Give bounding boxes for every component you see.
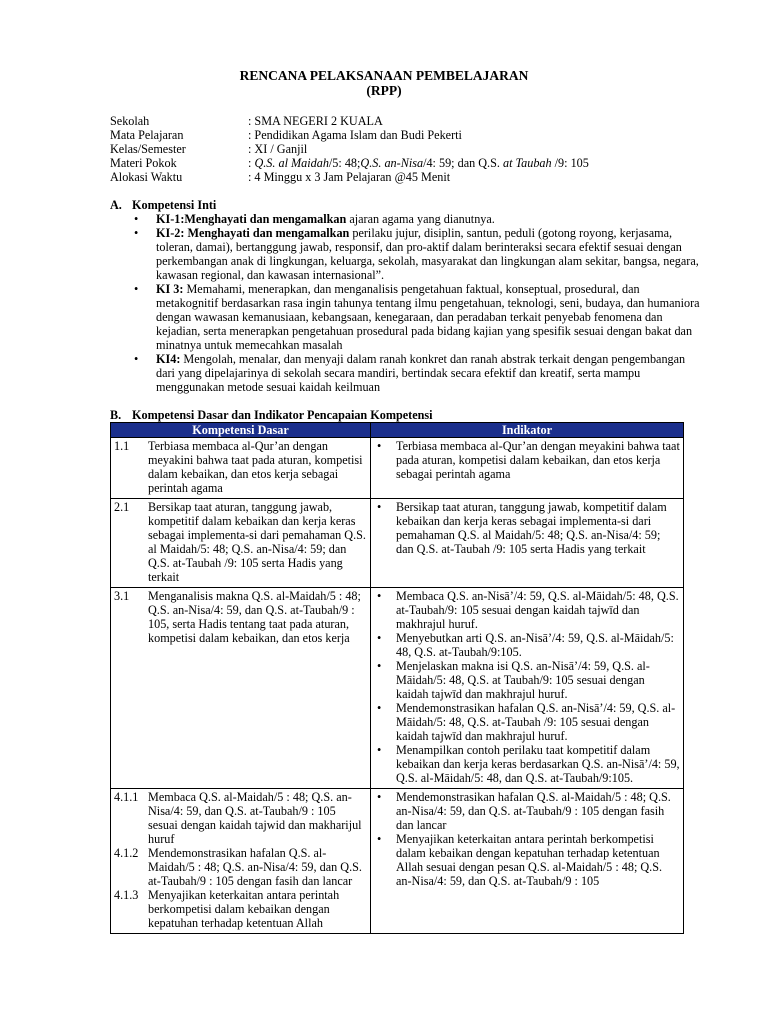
indikator-list bbox=[374, 589, 680, 785]
ki-text: Mengolah, menalar, dan menyaji dalam ranah konkret dan ranah abstrak terkait dengan pengembangan dari yang dipelajarinya di sekolah secara mandiri, bertindak secara efektif dan kreatif, serta mampu menggunakan metode sesuai kaidah keilmuan bbox=[156, 352, 686, 394]
materi-surah-nisa: Q.S. an-Nisa bbox=[360, 156, 424, 170]
bullet-icon: • bbox=[377, 659, 382, 673]
ki-label: KI4: bbox=[156, 352, 181, 366]
kd-number: 1.1 bbox=[114, 439, 130, 453]
kd-text: Terbiasa membaca al-Qur’an dengan meyakini bahwa taat pada aturan, kompetisi dalam kebaikan, dan etos kerja sebagai perintah agama bbox=[148, 439, 363, 495]
indikator-text: Mendemonstrasikan hafalan Q.S. an-Nisā’/4: 59, Q.S. al-Māidah/5: 48, Q.S. at-Taubah /9: 105 sesuai dengan kaidah tajwīd dan makhrajul huruf. bbox=[396, 701, 676, 743]
kd-text: Mendemonstrasikan hafalan Q.S. al-Maidah/5 : 48; Q.S. an-Nisa/4: 59, dan Q.S. at-Taubah/9 : 105 dengan fasih dan lancar bbox=[148, 846, 362, 888]
materi-ayat-nisa: /4: 59; dan Q.S. bbox=[423, 156, 503, 170]
indikator-list bbox=[374, 439, 680, 481]
bullet-icon: • bbox=[377, 500, 382, 514]
ki-text: perilaku jujur, disiplin, santun, peduli (gotong royong, kerjasama, toleran, damai), bertanggung jawab, responsif, dan pro-aktif dalam berinteraksi secara efektif sesuai dengan perkembangan anak di lingkungan, keluarga, sekolah, masyarakat dan lingkungan alam sekitar, bangsa, negara, kawasan regional, dan kawasan internasional”. bbox=[156, 226, 699, 282]
ki-item-2 bbox=[110, 226, 700, 282]
bullet-icon: • bbox=[134, 352, 139, 366]
indikator-item bbox=[374, 439, 680, 481]
ki-text: ajaran agama yang dianutnya. bbox=[346, 212, 495, 226]
document-subtitle: (RPP) bbox=[366, 83, 402, 98]
info-label: Materi Pokok bbox=[110, 156, 177, 170]
indikator-text: Menyebutkan arti Q.S. an-Nisā’/4: 59, Q.S. al-Māidah/5: 48, Q.S. at-Taubah/9:105. bbox=[396, 631, 674, 659]
indikator-list bbox=[374, 500, 680, 556]
indikator-cell bbox=[371, 588, 684, 789]
info-label: Kelas/Semester bbox=[110, 142, 186, 156]
kd-entry bbox=[114, 439, 367, 495]
ki-label: KI-1:Menghayati dan mengamalkan bbox=[156, 212, 347, 226]
table-row bbox=[111, 588, 684, 789]
info-label: Sekolah bbox=[110, 114, 150, 128]
ki-item-4 bbox=[110, 352, 700, 394]
kd-entry bbox=[114, 846, 367, 888]
table-row bbox=[111, 438, 684, 499]
indikator-item bbox=[374, 631, 680, 659]
materi-surah-maidah: Q.S. al Maidah bbox=[254, 156, 329, 170]
kd-number: 4.1.1 bbox=[114, 790, 139, 804]
materi-prefix: : bbox=[248, 156, 255, 170]
ki-label: KI-2: Menghayati dan mengamalkan bbox=[156, 226, 350, 240]
bullet-icon: • bbox=[377, 589, 382, 603]
identity-block bbox=[110, 114, 589, 184]
materi-surah-taubah: at Taubah bbox=[502, 156, 552, 170]
indikator-text: Menjelaskan makna isi Q.S. an-Nisā’/4: 59, Q.S. al-Māidah/5: 48, Q.S. at Taubah/9: 105 sesuai dengan kaidah tajwīd dan makhrajul huruf. bbox=[396, 659, 650, 701]
ki-item-1 bbox=[110, 212, 700, 226]
kd-entry bbox=[114, 790, 367, 846]
info-row-mata-pelajaran bbox=[110, 128, 589, 142]
kd-number: 4.1.3 bbox=[114, 888, 139, 902]
info-label: Mata Pelajaran bbox=[110, 128, 184, 142]
info-row-alokasi-waktu bbox=[110, 170, 589, 184]
section-b-letter: B. bbox=[110, 408, 122, 422]
indikator-item bbox=[374, 500, 680, 556]
ki-list bbox=[110, 212, 700, 394]
indikator-text: Menyajikan keterkaitan antara perintah berkompetisi dalam kebaikan dengan kepatuhan terhadap ketentuan Allah sesuai dengan pesan Q.S. al-Maidah/5 : 48; Q.S. an-Nisa/4: 59, dan Q.S. at-Taubah/9 : 105 bbox=[396, 832, 663, 888]
indikator-item bbox=[374, 790, 680, 832]
bullet-icon: • bbox=[377, 743, 382, 757]
bullet-icon: • bbox=[134, 226, 139, 240]
kd-cell bbox=[111, 588, 371, 789]
ki-label: KI 3: bbox=[156, 282, 184, 296]
info-value: : Pendidikan Agama Islam dan Budi Pekerti bbox=[248, 128, 462, 142]
indikator-text: Menampilkan contoh perilaku taat kompetitif dalam kebaikan dan kerja keras berdasarkan Q.S. an-Nisā’/4: 59, Q.S. al-Māidah/5: 48, dan Q.S. at-Taubah/9:105. bbox=[396, 743, 680, 785]
kd-entry bbox=[114, 589, 367, 645]
section-a-letter: A. bbox=[110, 198, 122, 212]
info-row-kelas-semester bbox=[110, 142, 589, 156]
section-kompetensi-inti bbox=[110, 198, 700, 394]
info-label: Alokasi Waktu bbox=[110, 170, 183, 184]
indikator-cell bbox=[371, 789, 684, 934]
info-row-sekolah bbox=[110, 114, 589, 128]
kd-number: 3.1 bbox=[114, 589, 130, 603]
table-row bbox=[111, 499, 684, 588]
section-a-heading bbox=[110, 198, 700, 212]
bullet-icon: • bbox=[134, 212, 139, 226]
ki-text: Memahami, menerapkan, dan menganalisis pengetahuan faktual, konseptual, prosedural, dan metakognitif berdasarkan rasa ingin tahunya tentang ilmu pengetahuan, teknologi, seni, budaya, dan humaniora dengan wawasan kemanusiaan, kebangsaan, kenegaraan, dan peradaban terkait penyebab fenomena dan kejadian, serta menerapkan pengetahuan prosedural pada bidang kajian yang spesifik sesuai dengan bakat dan minatnya untuk memecahkan masalah bbox=[156, 282, 700, 352]
kd-text: Menganalisis makna Q.S. al-Maidah/5 : 48; Q.S. an-Nisa/4: 59, dan Q.S. at-Taubah/9 : 105, serta Hadis tentang taat pada aturan, kompetisi dalam kebaikan, dan etos kerja bbox=[148, 589, 361, 645]
info-value: : 4 Minggu x 3 Jam Pelajaran @45 Menit bbox=[248, 170, 451, 184]
kd-number: 4.1.2 bbox=[114, 846, 139, 860]
table-header-row bbox=[111, 423, 684, 438]
section-b-title: Kompetensi Dasar dan Indikator Pencapaian Kompetensi bbox=[132, 408, 433, 422]
indikator-item bbox=[374, 832, 680, 888]
kd-cell bbox=[111, 438, 371, 499]
indikator-item bbox=[374, 589, 680, 631]
bullet-icon: • bbox=[377, 832, 382, 846]
indikator-item bbox=[374, 701, 680, 743]
indikator-item bbox=[374, 659, 680, 701]
kd-text: Membaca Q.S. al-Maidah/5 : 48; Q.S. an-Nisa/4: 59, dan Q.S. at-Taubah/9 : 105 sesuai dengan kaidah tajwid dan makharijul huruf bbox=[148, 790, 362, 846]
indikator-text: Bersikap taat aturan, tanggung jawab, kompetitif dalam kebaikan dan kerja keras sebagai implementa-si dari pemahaman Q.S. al Maidah/5: 48; Q.S. an-Nisa/4: 59; dan Q.S. at-Taubah /9: 105 serta Hadis yang terkait bbox=[396, 500, 667, 556]
materi-ayat-maidah: /5: 48; bbox=[328, 156, 361, 170]
indikator-cell bbox=[371, 438, 684, 499]
indikator-list bbox=[374, 790, 680, 888]
section-a-title: Kompetensi Inti bbox=[132, 198, 217, 212]
table-row bbox=[111, 789, 684, 934]
ki-item-3 bbox=[110, 282, 700, 352]
section-b-heading bbox=[110, 408, 433, 422]
info-row-materi-pokok bbox=[110, 156, 589, 170]
materi-value bbox=[248, 156, 589, 170]
bullet-icon: • bbox=[377, 631, 382, 645]
indikator-text: Terbiasa membaca al-Qur’an dengan meyakini bahwa taat pada aturan, kompetisi dalam kebaikan, dan etos kerja sebagai perintah agama bbox=[396, 439, 680, 481]
bullet-icon: • bbox=[377, 790, 382, 804]
kd-indikator-table bbox=[110, 422, 684, 934]
indikator-cell bbox=[371, 499, 684, 588]
kd-text: Menyajikan keterkaitan antara perintah berkompetisi dalam kebaikan dengan kepatuhan terhadap ketentuan Allah bbox=[148, 888, 340, 930]
kd-entry bbox=[114, 500, 367, 584]
kd-text: Bersikap taat aturan, tanggung jawab, kompetitif dalam kebaikan dan kerja keras sebagai implementa-si dari pemahaman Q.S. al Maidah/5: 48; Q.S. an-Nisa/4: 59; dan Q.S. at-Taubah /9: 105 serta Hadis yang terkait bbox=[148, 500, 366, 584]
kd-number: 2.1 bbox=[114, 500, 130, 514]
indikator-item bbox=[374, 743, 680, 785]
column-header-indikator: Indikator bbox=[371, 423, 684, 438]
document-title: RENCANA PELAKSANAAN PEMBELAJARAN bbox=[239, 68, 529, 83]
bullet-icon: • bbox=[377, 439, 382, 453]
kd-cell bbox=[111, 499, 371, 588]
bullet-icon: • bbox=[377, 701, 382, 715]
kd-cell bbox=[111, 789, 371, 934]
info-value: : SMA NEGERI 2 KUALA bbox=[248, 114, 383, 128]
info-value: : XI / Ganjil bbox=[248, 142, 308, 156]
bullet-icon: • bbox=[134, 282, 139, 296]
kd-entry bbox=[114, 888, 367, 930]
column-header-kompetensi-dasar: Kompetensi Dasar bbox=[111, 423, 371, 438]
indikator-text: Mendemonstrasikan hafalan Q.S. al-Maidah/5 : 48; Q.S. an-Nisa/4: 59, dan Q.S. at-Taubah/9 : 105 dengan fasih dan lancar bbox=[396, 790, 671, 832]
indikator-text: Membaca Q.S. an-Nisā’/4: 59, Q.S. al-Māidah/5: 48, Q.S. at-Taubah/9: 105 sesuai dengan kaidah tajwīd dan makhrajul huruf. bbox=[396, 589, 679, 631]
materi-ayat-taubah: /9: 105 bbox=[551, 156, 589, 170]
